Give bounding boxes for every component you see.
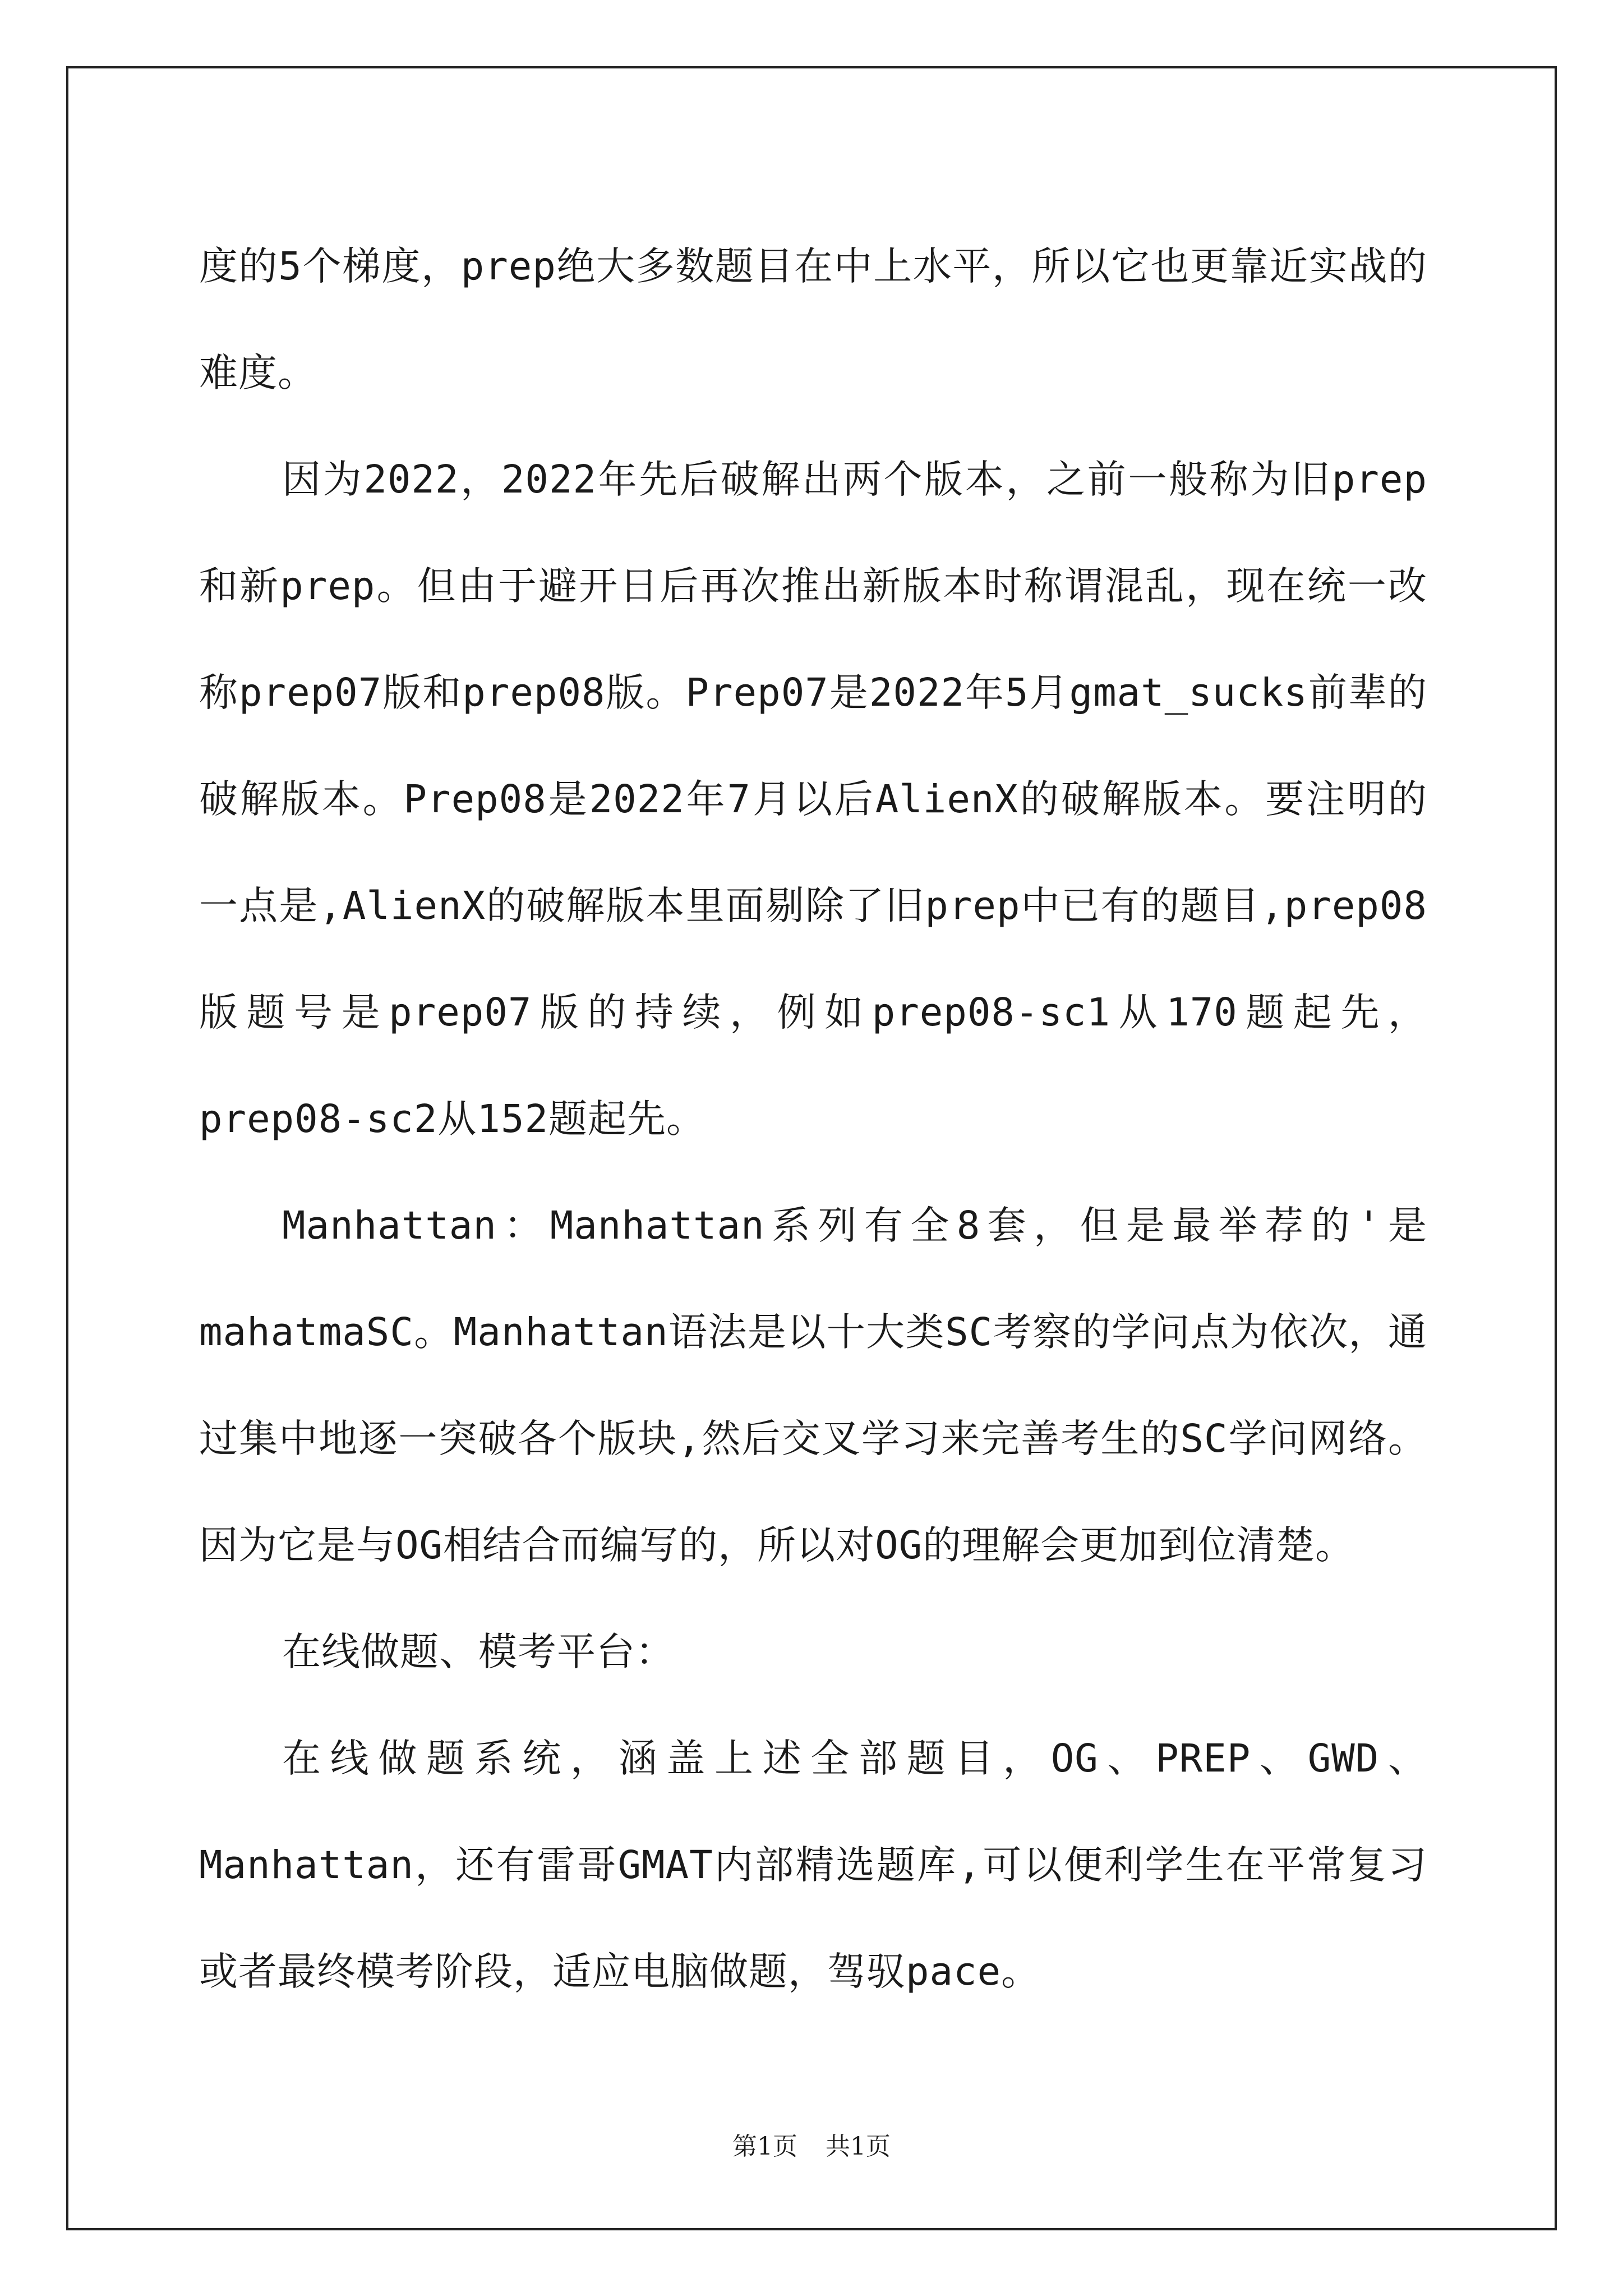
paragraph-2: 因为2022，2022年先后破解出两个版本，之前一般称为旧prep和新prep。但由于避开日后再次推出新版本时称谓混乱，现在统一改称prep07版和prep08版。Prep07是2022年5月gmat_sucks前辈的破解版本。Prep08是2022年7月以后AlienX的破解版本。要注明的一点是,AlienX的破解版本里面剔除了旧prep中已有的题目,prep08版题号是prep07版的持续，例如prep08-sc1从170题起先，prep08-sc2从152题起先。 (199, 457, 1427, 1142)
page-number: 第1页 (732, 2132, 797, 2161)
paragraph-5: 在线做题系统，涵盖上述全部题目，OG、PREP、GWD、Manhattan，还有雷哥GMAT内部精选题库,可以便利学生在平常复习或者最终模考阶段，适应电脑做题，驾驭pace。 (199, 1736, 1427, 1994)
paragraph-1: 度的5个梯度，prep绝大多数题目在中上水平，所以它也更靠近实战的难度。 (199, 244, 1427, 395)
page-footer (0, 2126, 1623, 2162)
paragraph-4: 在线做题、模考平台： (282, 1630, 675, 1674)
document-body (199, 213, 1427, 2025)
page-total: 共1页 (826, 2132, 891, 2161)
paragraph-3: Manhattan：Manhattan系列有全8套，但是最举荐的'是mahatmaSC。Manhattan语法是以十大类SC考察的学问点为依次，通过集中地逐一突破各个版块,然后交叉学习来完善考生的SC学问网络。因为它是与OG相结合而编写的，所以对OG的理解会更加到位清楚。 (199, 1203, 1427, 1568)
